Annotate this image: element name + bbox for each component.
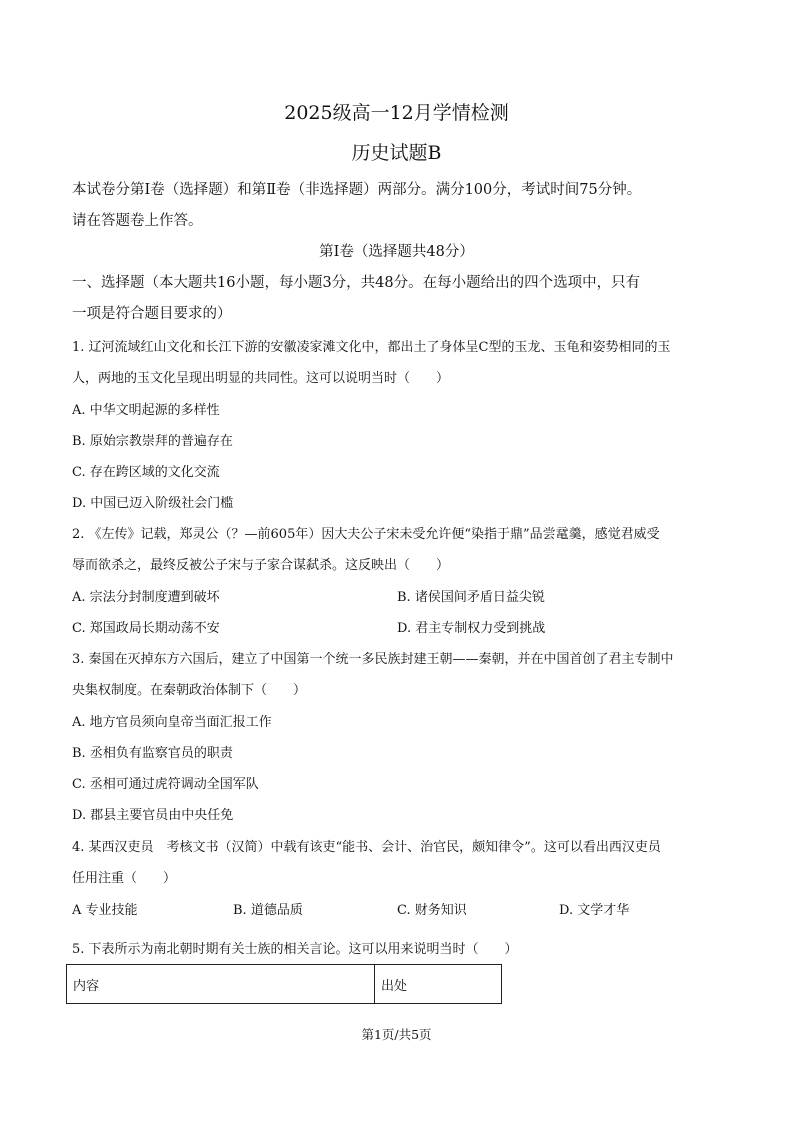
question-3-option-d: D. 郡县主要官员由中央任免 <box>72 808 234 823</box>
question-4-line-1: 4. 某西汉吏员 考核文书（汉简）中载有该吏“能书、会计、治官民，颇知律令”。这可以看出西汉吏员 <box>72 840 661 855</box>
question-2-option-c: C. 郑国政局长期动荡不安 <box>72 621 220 636</box>
question-3-option-a: A. 地方官员须向皇帝当面汇报工作 <box>72 715 272 730</box>
question-3-line-1: 3. 秦国在灭掉东方六国后，建立了中国第一个统一多民族封建王朝——秦朝，并在中国首创了君主专制中 <box>72 652 674 667</box>
intro-line-1: 本试卷分第Ⅰ卷（选择题）和第Ⅱ卷（非选择题）两部分。满分100分，考试时间75分钟。 <box>72 182 642 198</box>
intro-line-2: 请在答题卷上作答。 <box>72 213 203 229</box>
question-1-option-a: A. 中华文明起源的多样性 <box>72 403 220 418</box>
question-1-line-2: 人，两地的玉文化呈现出明显的共同性。这可以说明当时（ ） <box>72 371 450 386</box>
exam-title: 2025级高一12月学情检测 <box>284 102 509 124</box>
question-3-line-2: 央集权制度。在秦朝政治体制下（ ） <box>72 683 307 698</box>
section-title: 第Ⅰ卷（选择题共48分） <box>319 244 474 260</box>
question-4-option-b: B. 道德品质 <box>233 903 303 918</box>
question-5-table <box>66 964 502 1004</box>
question-2-option-b: B. 诸侯国间矛盾日益尖锐 <box>397 590 545 605</box>
question-4-option-a: A 专业技能 <box>72 903 138 918</box>
question-2-line-2: 辱而欲杀之，最终反被公子宋与子家合谋弑杀。这反映出（ ） <box>72 558 450 573</box>
question-1-line-1: 1. 辽河流域红山文化和长江下游的安徽凌家滩文化中，都出土了身体呈C型的玉龙、玉龟和姿势相同的玉 <box>72 340 671 355</box>
page-number: 第1页/共5页 <box>361 1027 432 1042</box>
question-3-option-c: C. 丞相可通过虎符调动全国军队 <box>72 777 259 792</box>
table-header-content: 内容 <box>67 965 375 1004</box>
question-5-line-1: 5. 下表所示为南北朝时期有关士族的相关言论。这可以用来说明当时（ ） <box>72 942 518 957</box>
question-1-option-c: C. 存在跨区域的文化交流 <box>72 465 220 480</box>
section-heading-line-2: 一项是符合题目要求的） <box>72 306 232 322</box>
table-row <box>67 965 502 1004</box>
section-heading-line-1: 一、选择题（本大题共16小题，每小题3分，共48分。在每小题给出的四个选项中，只有 <box>72 275 641 291</box>
question-2-option-a: A. 宗法分封制度遭到破坏 <box>72 590 220 605</box>
question-1-option-d: D. 中国已迈入阶级社会门槛 <box>72 496 234 511</box>
exam-subtitle: 历史试题B <box>351 142 442 164</box>
question-4-line-2: 任用注重（ ） <box>72 871 177 886</box>
question-3-option-b: B. 丞相负有监察官员的职责 <box>72 746 233 761</box>
question-2-option-d: D. 君主专制权力受到挑战 <box>397 621 546 636</box>
table-header-source: 出处 <box>375 965 502 1004</box>
question-4-option-d: D. 文学才华 <box>559 903 630 918</box>
question-4-option-c: C. 财务知识 <box>397 903 467 918</box>
question-2-line-1: 2. 《左传》记载，郑灵公（？—前605年）因大夫公子宋未受允许便“染指于鼎”品尝鼋羹，感觉君威受 <box>72 527 660 542</box>
question-1-option-b: B. 原始宗教崇拜的普遍存在 <box>72 434 233 449</box>
